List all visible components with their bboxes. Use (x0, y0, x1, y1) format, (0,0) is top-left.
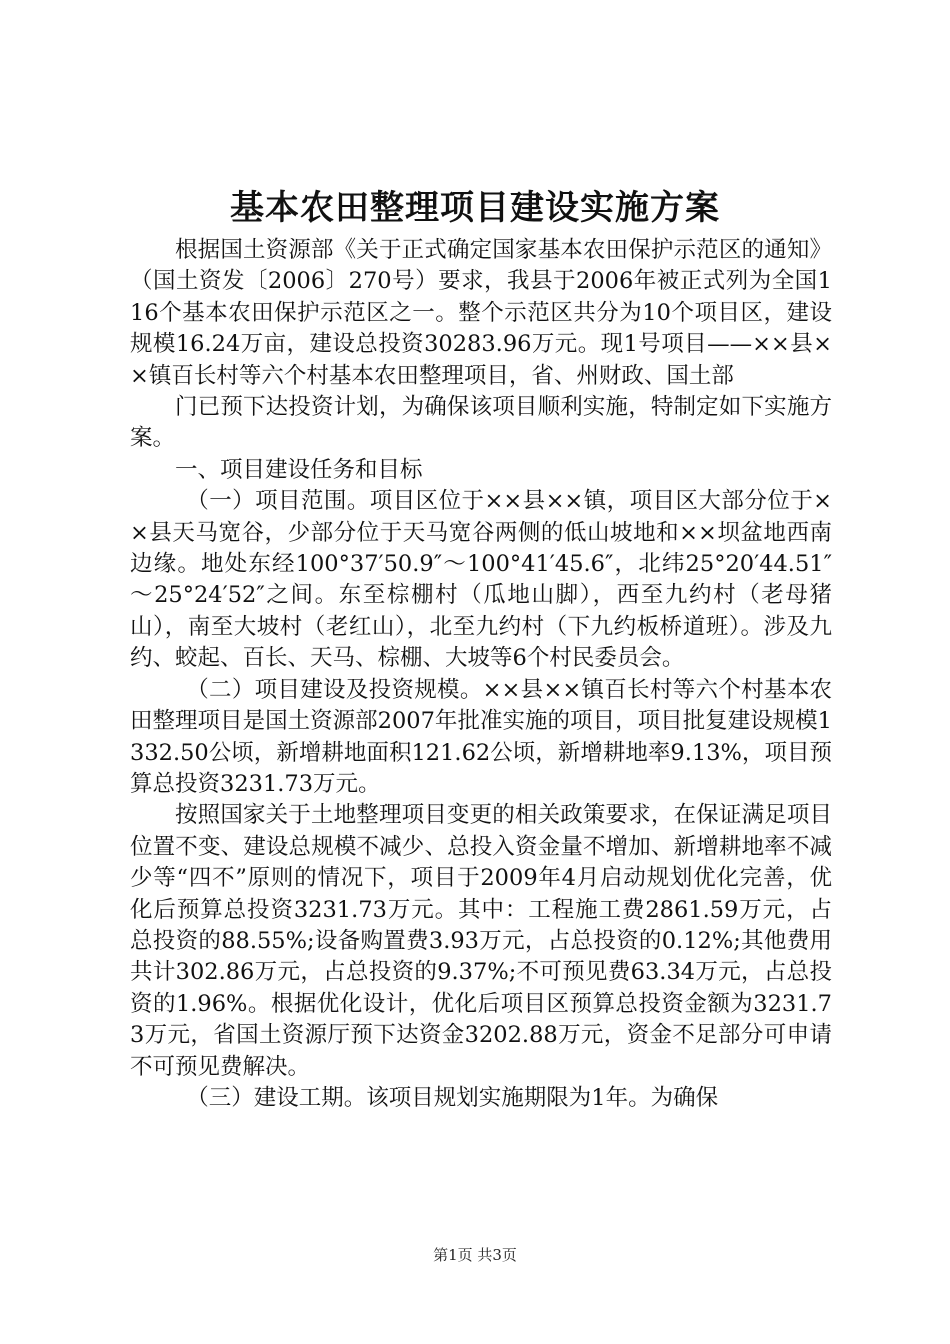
document-body (130, 235, 832, 1114)
paragraph-project-scope: （一）项目范围。项目区位于××县××镇，项目区大部分位于××县天马宽谷，少部分位于天马宽谷两侧的低山坡地和××坝盆地西南边缘。地处东经100°37′50.9″～100°41′45.6″，北纬25°20′44.51″～25°24′52″之间。东至棕棚村（瓜地山脚），西至九约村（老母猪山），南至大坡村（老红山），北至九约村（下九约板桥道班）。涉及九约、蛟起、百长、天马、棕棚、大坡等6个村民委员会。 (130, 488, 832, 672)
section-heading-tasks-goals: 一、项目建设任务和目标 (175, 456, 423, 483)
page-footer: 第1页 共3页 (433, 1246, 517, 1264)
paragraph-intro: 根据国土资源部《关于正式确定国家基本农田保护示范区的通知》（国土资发〔2006〕270号）要求，我县于2006年被正式列为全国116个基本农田保护示范区之一。整个示范区共分为10个项目区，建设规模16.24万亩，建设总投资30283.96万元。现1号项目——××县××镇百长村等六个村基本农田整理项目，省、州财政、国土部 (130, 237, 832, 389)
page-title: 基本农田整理项目建设实施方案 (230, 188, 720, 228)
paragraph-policy-optimization: 按照国家关于土地整理项目变更的相关政策要求，在保证满足项目位置不变、建设总规模不减少、总投入资金量不增加、新增耕地率不减少等“四不”原则的情况下，项目于2009年4月启动规划优化完善，优化后预算总投资3231.73万元。其中：工程施工费2861.59万元，占总投资的88.55%;设备购置费3.93万元，占总投资的0.12%;其他费用共计302.86万元，占总投资的9.37%;不可预见费63.34万元，占总投资的1.96%。根据优化设计，优化后项目区预算总投资金额为3231.73万元，省国土资源厅预下达资金3202.88万元，资金不足部分可申请不可预见费解决。 (130, 802, 832, 1080)
paragraph-construction-period: （三）建设工期。该项目规划实施期限为1年。为确保 (186, 1084, 719, 1111)
paragraph-investment-scale: （二）项目建设及投资规模。××县××镇百长村等六个村基本农田整理项目是国土资源部2007年批准实施的项目，项目批复建设规模1332.50公顷，新增耕地面积121.62公顷，新增耕地率9.13%，项目预算总投资3231.73万元。 (130, 676, 832, 797)
paragraph-intro-continued: 门已预下达投资计划，为确保该项目顺利实施，特制定如下实施方案。 (130, 394, 832, 452)
